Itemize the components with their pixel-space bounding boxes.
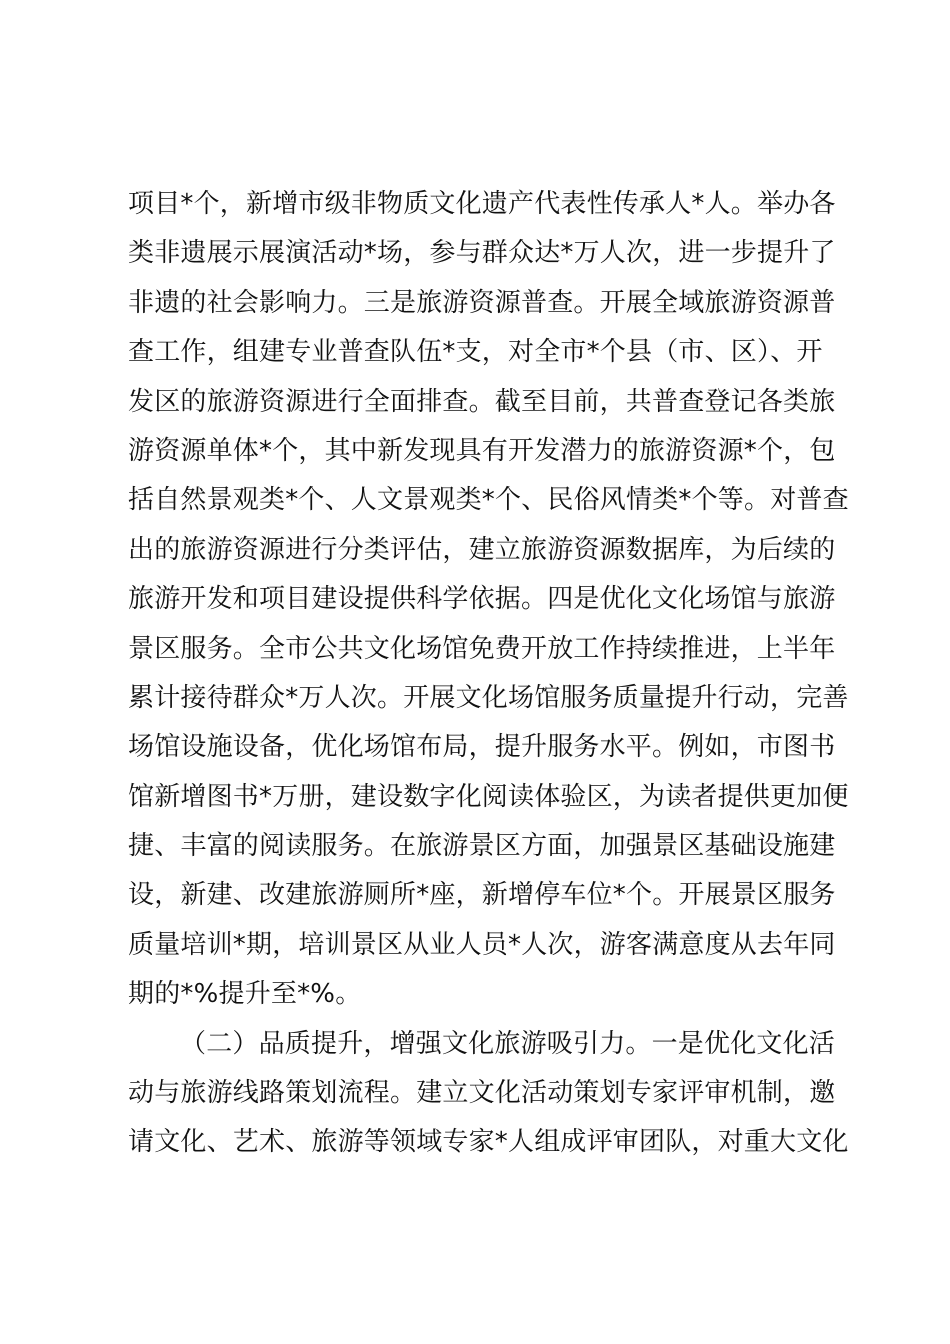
- text-line: 捷、丰富的阅读服务。在旅游景区方面，加强景区基础设施建: [128, 831, 836, 862]
- text-line: 出的旅游资源进行分类评估，建立旅游资源数据库，为后续的: [128, 534, 836, 565]
- text-line: 质量培训*期，培训景区从业人员*人次，游客满意度从去年同: [128, 929, 836, 960]
- text-line: 非遗的社会影响力。三是旅游资源普查。开展全域旅游资源普: [128, 287, 836, 318]
- text-line: 类非遗展示展演活动*场，参与群众达*万人次，进一步提升了: [128, 238, 836, 269]
- text-line: 累计接待群众*万人次。开展文化场馆服务质量提升行动，完善: [128, 682, 849, 713]
- text-line: 期的*%提升至*%。: [128, 979, 362, 1010]
- text-line: 旅游开发和项目建设提供科学依据。四是优化文化场馆与旅游: [128, 584, 836, 615]
- text-line: 发区的旅游资源进行全面排查。截至目前，共普查登记各类旅: [128, 386, 836, 417]
- text-line: 查工作，组建专业普查队伍*支，对全市*个县（市、区）、开: [128, 337, 823, 368]
- text-line: 请文化、艺术、旅游等领域专家*人组成评审团队，对重大文化: [128, 1127, 849, 1158]
- text-line: 游资源单体*个，其中新发现具有开发潜力的旅游资源*个，包: [128, 435, 836, 466]
- body-text: [128, 180, 849, 1168]
- text-line: 景区服务。全市公共文化场馆免费开放工作持续推进，上半年: [128, 633, 836, 664]
- text-line: 馆新增图书*万册，建设数字化阅读体验区，为读者提供更加便: [128, 781, 849, 812]
- text-line: 场馆设施设备，优化场馆布局，提升服务水平。例如，市图书: [128, 732, 836, 763]
- text-line: 括自然景观类*个、人文景观类*个、民俗风情类*个等。对普查: [128, 485, 849, 516]
- section-heading-line: （二）品质提升，增强文化旅游吸引力。一是优化文化活: [180, 1028, 836, 1059]
- text-line: 动与旅游线路策划流程。建立文化活动策划专家评审机制，邀: [128, 1078, 836, 1109]
- text-line: 项目*个，新增市级非物质文化遗产代表性传承人*人。举办各: [128, 189, 836, 219]
- text-line: 设，新建、改建旅游厕所*座，新增停车位*个。开展景区服务: [128, 880, 836, 911]
